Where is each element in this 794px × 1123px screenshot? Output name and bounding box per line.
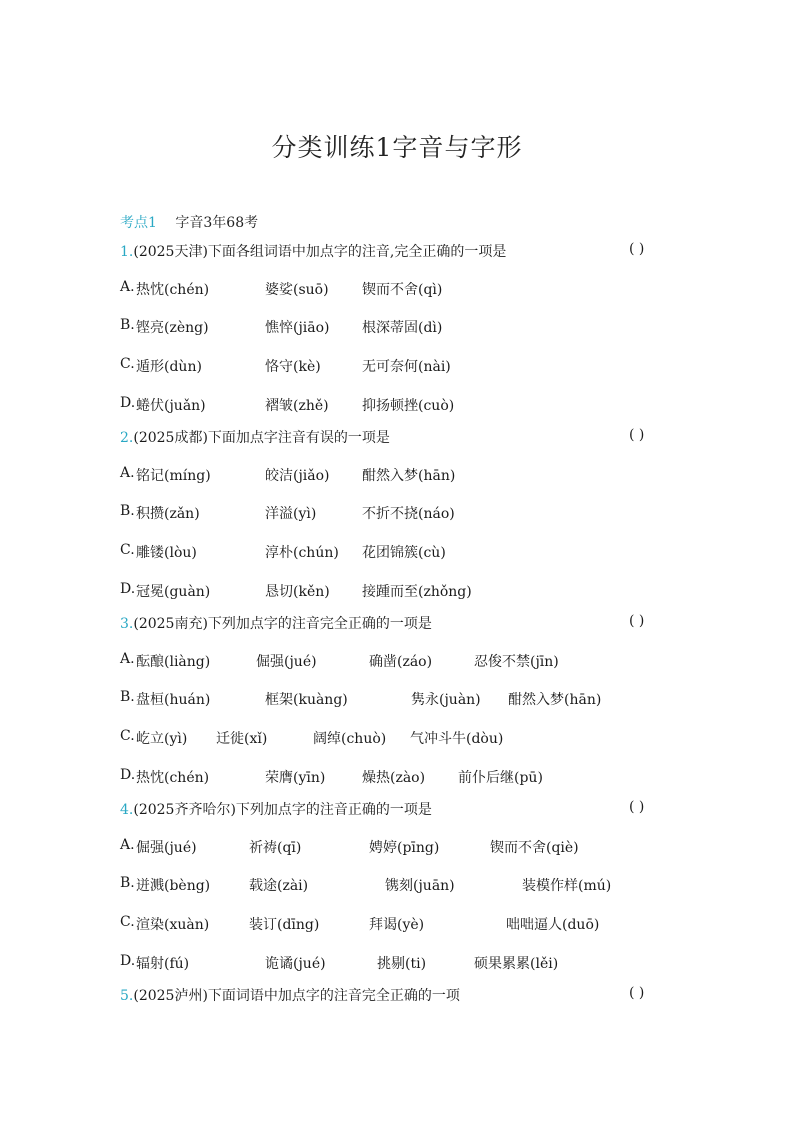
option-item: 渲染(xuàn)	[136, 917, 210, 933]
option-item: 淳朴(chún)	[265, 545, 339, 561]
option-item: 祈祷(qī)	[249, 840, 302, 856]
option-item: 阔绰(chuò)	[313, 731, 387, 747]
question-number: 3.	[120, 616, 134, 632]
question-text: (2025齐齐哈尔)下列加点字的注音正确的一项是	[133, 802, 432, 818]
option-item: 盘桓(huán)	[136, 692, 211, 708]
option-letter: A.	[120, 279, 135, 295]
question-number: 1.	[120, 244, 134, 260]
option-item: 倔强(jué)	[136, 840, 197, 856]
answer-blank: ( )	[629, 985, 645, 1001]
question-stem	[120, 799, 432, 819]
answer-blank: ( )	[629, 613, 645, 629]
option-item: 褶皱(zhě)	[265, 398, 329, 414]
option-item: 蜷伏(juǎn)	[136, 398, 206, 414]
option-item: 荣膺(yīn)	[265, 770, 326, 786]
option-item: 迁徙(xǐ)	[216, 731, 268, 747]
option-item: 接踵而至(zhǒng)	[362, 584, 472, 600]
option-item: 辐射(fú)	[136, 956, 190, 972]
option-item: 燥热(zào)	[362, 770, 426, 786]
option-item: 前仆后继(pū)	[458, 770, 543, 786]
option-item: 铭记(míng)	[136, 468, 211, 484]
question-text: (2025泸州)下面词语中加点字的注音完全正确的一项	[133, 988, 460, 1004]
option-item: 拜谒(yè)	[369, 917, 425, 933]
option-item: 雕镂(lòu)	[136, 545, 197, 561]
option-item: 咄咄逼人(duō)	[506, 917, 600, 933]
option-item: 憔悴(jiāo)	[265, 320, 330, 336]
option-item: 锲而不舍(qiè)	[490, 840, 579, 856]
option-item: 气冲斗牛(dòu)	[410, 731, 504, 747]
option-item: 热忱(chén)	[136, 770, 210, 786]
option-item: 洋溢(yì)	[265, 506, 317, 522]
question-text: (2025天津)下面各组词语中加点字的注音,完全正确的一项是	[133, 244, 507, 260]
option-letter: D.	[120, 767, 136, 783]
option-item: 无可奈何(nài)	[362, 359, 451, 375]
option-letter: A.	[120, 465, 135, 481]
option-letter: C.	[120, 542, 135, 558]
option-item: 皎洁(jiǎo)	[265, 468, 330, 484]
option-item: 迸溅(bèng)	[136, 878, 211, 894]
option-item: 酣然入梦(hān)	[508, 692, 602, 708]
option-item: 确凿(záo)	[369, 654, 433, 670]
option-letter: B.	[120, 503, 135, 519]
option-letter: C.	[120, 728, 135, 744]
option-letter: B.	[120, 317, 135, 333]
option-item: 冠冕(guàn)	[136, 584, 211, 600]
option-letter: A.	[120, 651, 135, 667]
option-item: 娉婷(pīng)	[369, 840, 440, 856]
question-text: (2025成都)下面加点字注音有误的一项是	[133, 430, 390, 446]
question-number: 2.	[120, 430, 134, 446]
question-text: (2025南充)下列加点字的注音完全正确的一项是	[133, 616, 432, 632]
option-item: 恳切(kěn)	[265, 584, 330, 600]
option-item: 装订(dīng)	[249, 917, 320, 933]
option-item: 锲而不舍(qì)	[362, 282, 443, 298]
section-heading	[120, 212, 258, 232]
option-item: 倔强(jué)	[256, 654, 317, 670]
option-letter: A.	[120, 837, 135, 853]
option-letter: B.	[120, 689, 135, 705]
option-item: 诡谲(jué)	[265, 956, 326, 972]
option-item: 抑扬顿挫(cuò)	[362, 398, 455, 414]
option-item: 酣然入梦(hān)	[362, 468, 456, 484]
option-item: 铿亮(zèng)	[136, 320, 209, 336]
page-title: 分类训练1字音与字形	[271, 133, 523, 162]
answer-blank: ( )	[629, 799, 645, 815]
option-item: 隽永(juàn)	[411, 692, 481, 708]
option-item: 框架(kuàng)	[265, 692, 348, 708]
answer-blank: ( )	[629, 427, 645, 443]
option-item: 装模作样(mú)	[522, 878, 612, 894]
option-letter: D.	[120, 953, 136, 969]
section-text: 字音3年68考	[175, 215, 259, 231]
option-item: 酝酿(liàng)	[136, 654, 211, 670]
option-item: 不折不挠(náo)	[362, 506, 455, 522]
option-letter: D.	[120, 395, 136, 411]
option-letter: B.	[120, 875, 135, 891]
option-item: 积攒(zǎn)	[136, 506, 200, 522]
option-item: 花团锦簇(cù)	[362, 545, 446, 561]
question-number: 5.	[120, 988, 134, 1004]
section-label: 考点1	[120, 215, 157, 231]
option-item: 婆娑(suō)	[265, 282, 329, 298]
option-item: 载途(zài)	[249, 878, 309, 894]
question-stem	[120, 241, 506, 261]
option-item: 屹立(yì)	[136, 731, 188, 747]
question-stem	[120, 427, 390, 447]
question-stem	[120, 613, 432, 633]
option-item: 热忱(chén)	[136, 282, 210, 298]
question-number: 4.	[120, 802, 134, 818]
answer-blank: ( )	[629, 241, 645, 257]
option-item: 镌刻(juān)	[385, 878, 455, 894]
option-item: 恪守(kè)	[265, 359, 321, 375]
question-stem	[120, 985, 460, 1005]
option-letter: C.	[120, 914, 135, 930]
option-letter: C.	[120, 356, 135, 372]
option-item: 硕果累累(lěi)	[474, 956, 559, 972]
option-letter: D.	[120, 581, 136, 597]
option-item: 根深蒂固(dì)	[362, 320, 443, 336]
option-item: 忍俊不禁(jīn)	[474, 654, 559, 670]
option-item: 遁形(dùn)	[136, 359, 202, 375]
option-item: 挑剔(ti)	[377, 956, 427, 972]
